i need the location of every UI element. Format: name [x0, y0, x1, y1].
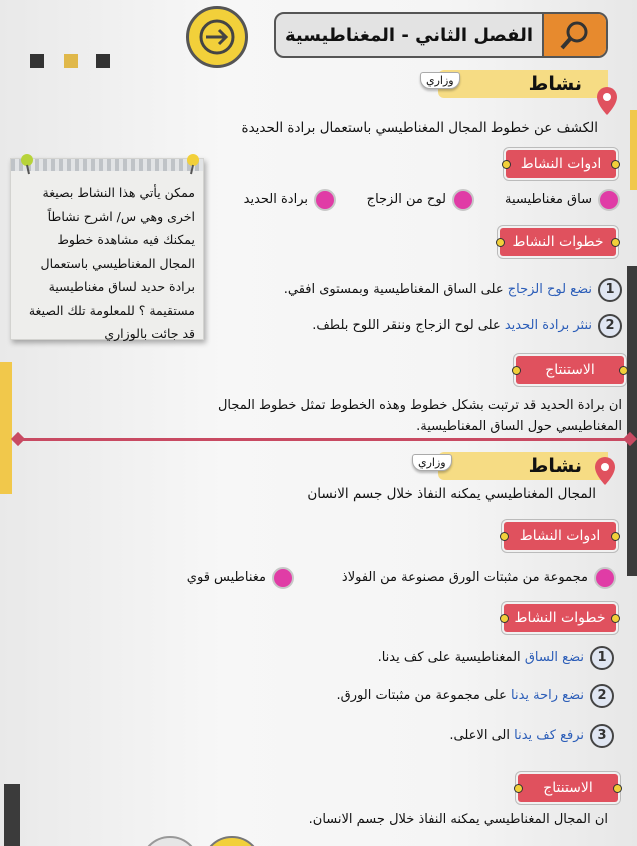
bullet-dot [314, 189, 336, 211]
chapter-title-bar [274, 12, 608, 58]
step-highlight: نضع الساق [524, 650, 584, 665]
divider-diamond [11, 432, 25, 446]
step-row [440, 724, 614, 750]
arrow-right-icon [197, 17, 237, 57]
tools-tag: ادوات النشاط [506, 150, 616, 178]
step-highlight: نضع راحة يدنا [511, 688, 584, 703]
tool-item [340, 188, 474, 212]
deco-square [96, 54, 110, 68]
steps-tag: خطوات النشاط [504, 604, 616, 632]
ministerial-badge: وزاري [420, 72, 460, 89]
tool-label: ساق مغناطيسية [505, 192, 592, 207]
step-row [310, 684, 614, 710]
step-highlight: نضع لوح الزجاج [507, 282, 592, 297]
deco-circle [202, 836, 262, 846]
step-text [449, 728, 584, 743]
location-pin-icon [596, 86, 618, 116]
tool-label: مجموعة من مثبتات الورق مصنوعة من الفولاذ [341, 570, 588, 585]
location-pin-icon [594, 456, 616, 486]
tool-label: برادة الحديد [243, 192, 308, 207]
deco-square [64, 54, 78, 68]
left-accent-bar [0, 362, 12, 494]
step-highlight: نرفع كف يدنا [514, 728, 584, 743]
conclusion-text: ان المجال المغناطيسي يمكنه النفاذ خلال جسم الانسان. [308, 812, 608, 827]
bullet-dot [594, 567, 616, 589]
step-text [312, 318, 592, 333]
step-text [337, 688, 584, 703]
tool-item [170, 566, 294, 590]
tool-item [220, 188, 336, 212]
sticky-note [10, 158, 204, 340]
tool-item [490, 188, 620, 212]
tool-label: لوح من الزجاج [366, 192, 446, 207]
step-text [284, 282, 592, 297]
activity-header: نشاط [438, 70, 608, 98]
tool-label: مغناطيس قوي [186, 570, 266, 585]
conclusion-tag: الاستنتاج [518, 774, 618, 802]
bullet-dot [452, 189, 474, 211]
next-arrow-button[interactable] [186, 6, 248, 68]
step-rest: على لوح الزجاج وننقر اللوح بلطف. [312, 318, 501, 333]
left-accent-bar-bottom [4, 784, 20, 846]
step-number: 2 [590, 684, 614, 708]
activity-title: الكشف عن خطوط المجال المغناطيسي باستعمال برادة الحديدة [241, 120, 598, 136]
step-highlight: ننثر برادة الحديد [504, 318, 592, 333]
step-rest: المغناطيسية على كف يدنا. [377, 650, 521, 665]
right-accent-bar-top [630, 110, 637, 190]
step-rest: على مجموعة من مثبتات الورق. [336, 688, 507, 703]
conclusion-text-cont: المغناطيسي حول الساق المغناطيسية. [416, 419, 622, 434]
activity-header: نشاط [438, 452, 608, 480]
step-row [240, 278, 622, 304]
note-text: ممكن يأتي هذا النشاط بصيغة اخرى وهي س/ اشرح نشاطاً يمكنك فيه مشاهدة خطوط المجال المغناطيسي باستعمال برادة حديد لساق مغناطيسية مستقيمة ؟ للمعلومة تلك الصيغة قد جائت بالوزاري [28, 185, 195, 341]
search-button[interactable] [542, 14, 606, 56]
conclusion-text: ان برادة الحديد قد ترتبت بشكل خطوط وهذه الخطوط تمثل خطوط المجال [217, 398, 622, 413]
step-rest: الى الاعلى. [449, 728, 510, 743]
tool-item [310, 566, 616, 590]
pushpin-icon [17, 153, 37, 175]
deco-square [30, 54, 44, 68]
activity-title: المجال المغناطيسي يمكنه النفاذ خلال جسم الانسان [307, 486, 596, 502]
conclusion-tag: الاستنتاج [516, 356, 624, 384]
bullet-dot [272, 567, 294, 589]
step-text [378, 650, 584, 665]
step-number: 1 [598, 278, 622, 302]
step-rest: على الساق المغناطيسية وبمستوى افقي. [283, 282, 504, 297]
step-number: 1 [590, 646, 614, 670]
chapter-title: الفصل الثاني - المغناطيسية [284, 24, 534, 46]
step-number: 3 [590, 724, 614, 748]
step-row [350, 646, 614, 672]
deco-circle [140, 836, 200, 846]
bullet-dot [598, 189, 620, 211]
search-icon [558, 18, 592, 52]
ministerial-badge: وزاري [412, 454, 452, 471]
right-accent-bar [627, 266, 637, 576]
note-tape [11, 159, 203, 171]
step-number: 2 [598, 314, 622, 338]
pushpin-icon [183, 153, 203, 175]
step-row [280, 314, 622, 340]
section-divider [18, 438, 630, 441]
tools-tag: ادوات النشاط [504, 522, 616, 550]
steps-tag: خطوات النشاط [500, 228, 616, 256]
